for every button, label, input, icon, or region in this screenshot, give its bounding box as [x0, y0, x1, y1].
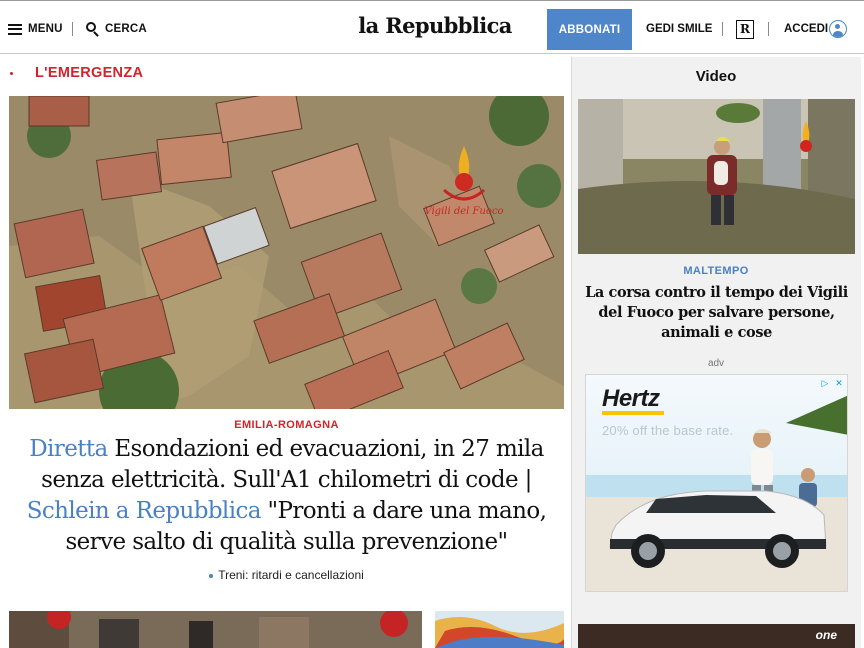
search-label: CERCA: [105, 23, 147, 35]
section-label-text: L'EMERGENZA: [35, 65, 144, 81]
menu-label: MENU: [28, 23, 63, 35]
ad-offer: 20% off the base rate.: [602, 423, 734, 438]
login-link[interactable]: ACCEDI: [784, 23, 829, 35]
video-headline[interactable]: La corsa contro il tempo dei Vigili del Fuoco per salvare persone, animali e cose: [585, 284, 848, 341]
ad-info-icon[interactable]: ▷: [821, 377, 829, 388]
advertisement[interactable]: [585, 374, 848, 592]
search-button[interactable]: [86, 20, 147, 38]
gedi-smile-link[interactable]: GEDI SMILE: [646, 23, 713, 35]
site-logo[interactable]: la Repubblica: [358, 13, 512, 38]
firefighter-rescue-photo-icon: [578, 99, 855, 254]
repubblica-r-icon[interactable]: R: [736, 20, 754, 39]
photo-watermark: Vigili del Fuoco: [424, 206, 504, 217]
related-link-text: Treni: ritardi e cancellazioni: [218, 568, 364, 582]
header-divider: [722, 22, 723, 36]
menu-button[interactable]: [8, 20, 63, 38]
adv-label: adv: [707, 358, 725, 369]
headline-schlein-label[interactable]: Schlein a Repubblica: [26, 498, 261, 524]
main-headline[interactable]: [9, 434, 564, 558]
thumbnail-brand: one: [815, 628, 837, 642]
article-kicker[interactable]: EMILIA-ROMAGNA: [234, 419, 339, 431]
subscribe-button[interactable]: ABBONATI: [547, 9, 632, 50]
close-icon[interactable]: ✕: [835, 377, 843, 388]
weather-map-icon: [435, 611, 564, 648]
section-label[interactable]: [10, 65, 143, 81]
video-section-title: Video: [695, 68, 737, 85]
article-thumbnail[interactable]: [9, 611, 422, 648]
ad-brand: Hertz: [602, 385, 660, 412]
bullet-icon: [209, 574, 213, 578]
aerial-flood-photo-icon: [9, 96, 564, 409]
headline-text-2[interactable]: "Pronti a dare una mano, serve salto di qualità sulla prevenzione": [65, 498, 547, 555]
headline-text-1[interactable]: Esondazioni ed evacuazioni, in 27 mila senza elettricità. Sull'A1 chilometri di code |: [41, 436, 544, 493]
map-thumbnail[interactable]: [435, 611, 564, 648]
header-divider: [768, 22, 769, 36]
video-kicker[interactable]: MALTEMPO: [683, 265, 749, 277]
main-article-photo[interactable]: [9, 96, 564, 409]
headline-live-label[interactable]: Diretta: [29, 436, 108, 462]
video-thumbnail[interactable]: [578, 99, 855, 254]
section-dot-icon: [10, 72, 13, 75]
hamburger-icon: [8, 24, 22, 35]
related-link[interactable]: [9, 568, 564, 582]
ad-choices[interactable]: [817, 377, 845, 390]
sidebar-thumbnail[interactable]: [578, 624, 855, 648]
user-icon[interactable]: [829, 20, 847, 38]
search-icon: [86, 22, 100, 36]
site-header: [0, 0, 864, 54]
header-divider: [72, 22, 73, 36]
street-photo-icon: [9, 611, 422, 648]
